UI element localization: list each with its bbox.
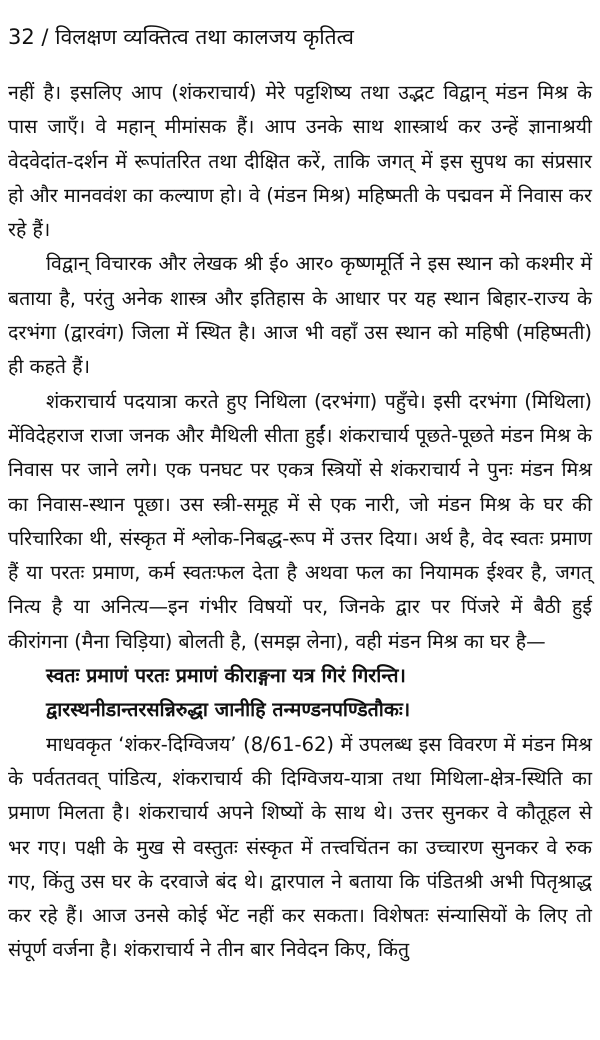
body-text	[8, 76, 592, 968]
paragraph-3: शंकराचार्य पदयात्रा करते हुए निथिला (दरभंगा) पहुँचे। इसी दरभंगा (मिथिला) मेंविदेहराज राजा जनक और मैथिली सीता हुईं। शंकराचार्य पूछते-पूछते मंडन मिश्र के निवास पर जाने लगे। एक पनघट पर एकत्र स्त्रियों से शंकराचार्य ने पुनः मंडन मिश्र का निवास-स्थान पूछा। उस स्त्री-समूह में से एक नारी, जो मंडन मिश्र के घर की परिचारिका थी, संस्कृत में श्लोक-निबद्ध-रूप में उत्तर दिया। अर्थ है, वेद स्वतः प्रमाण हैं या परतः प्रमाण, कर्म स्वतःफल देता है अथवा फल का नियामक ईश्वर है, जगत् नित्य है या अनित्य—इन गंभीर विषयों पर, जिनके द्वार पर पिंजरे में बैठी हुई कीरांगना (मैना चिड़िया) बोलती है, (समझ लेना), वही मंडन मिश्र का घर है—	[8, 389, 592, 653]
paragraph-2: विद्वान् विचारक और लेखक श्री ई० आर० कृष्णमूर्ति ने इस स्थान को कश्मीर में बताया है, परंतु अनेक शास्त्र और इतिहास के आधार पर यह स्थान बिहार-राज्य के दरभंगा (द्वारवंग) जिला में स्थित है। आज भी वहाँ उस स्थान को महिषी (महिष्मती) ही कहते हैं।	[8, 252, 592, 379]
book-page	[8, 0, 592, 1040]
paragraph-1: नहीं है। इसलिए आप (शंकराचार्य) मेरे पट्टशिष्य तथा उद्भट विद्वान् मंडन मिश्र के पास जाएँ। वे महान् मीमांसक हैं। आप उनके साथ शास्त्रार्थ कर उन्हें ज्ञानाश्रयी वेदवेदांत-दर्शन में रूपांतरित तथा दीक्षित करें, ताकि जगत् में इस सुपथ का संप्रसार हो और मानववंश का कल्याण हो। वे (मंडन मिश्र) महिष्मती के पद्मवन में निवास कर रहे हैं।	[8, 81, 592, 242]
running-head: 32 / विलक्षण व्यक्तित्व तथा कालजय कृतित्व	[8, 25, 354, 49]
verse-line-2: द्वारस्थनीडान्तरसन्निरुद्धा जानीहि तन्मण्डनपण्डितौकः।	[46, 698, 411, 722]
paragraph-4: माधवकृत ‘शंकर-दिग्विजय’ (8/61-62) में उपलब्ध इस विवरण में मंडन मिश्र के पर्वततवत् पांडित्य, शंकराचार्य की दिग्विजय-यात्रा तथा मिथिला-क्षेत्र-स्थिति का प्रमाण मिलता है। शंकराचार्य अपने शिष्यों के साथ थे। उत्तर सुनकर वे कौतूहल से भर गए। पक्षी के मुख से वस्तुतः संस्कृत में तत्त्वचिंतन का उच्चारण सुनकर वे रुक गए, किंतु उस घर के दरवाजे बंद थे। द्वारपाल ने बताया कि पंडितश्री अभी पितृश्राद्ध कर रहे हैं। आज उनसे कोई भेंट नहीं कर सकता। विशेषतः संन्यासियों के लिए तो संपूर्ण वर्जना है। शंकराचार्य ने तीन बार निवेदन किए, किंतु	[8, 732, 592, 962]
verse-line-1: स्वतः प्रमाणं परतः प्रमाणं कीराङ्गना यत्र गिरं गिरन्ति।	[46, 664, 406, 688]
